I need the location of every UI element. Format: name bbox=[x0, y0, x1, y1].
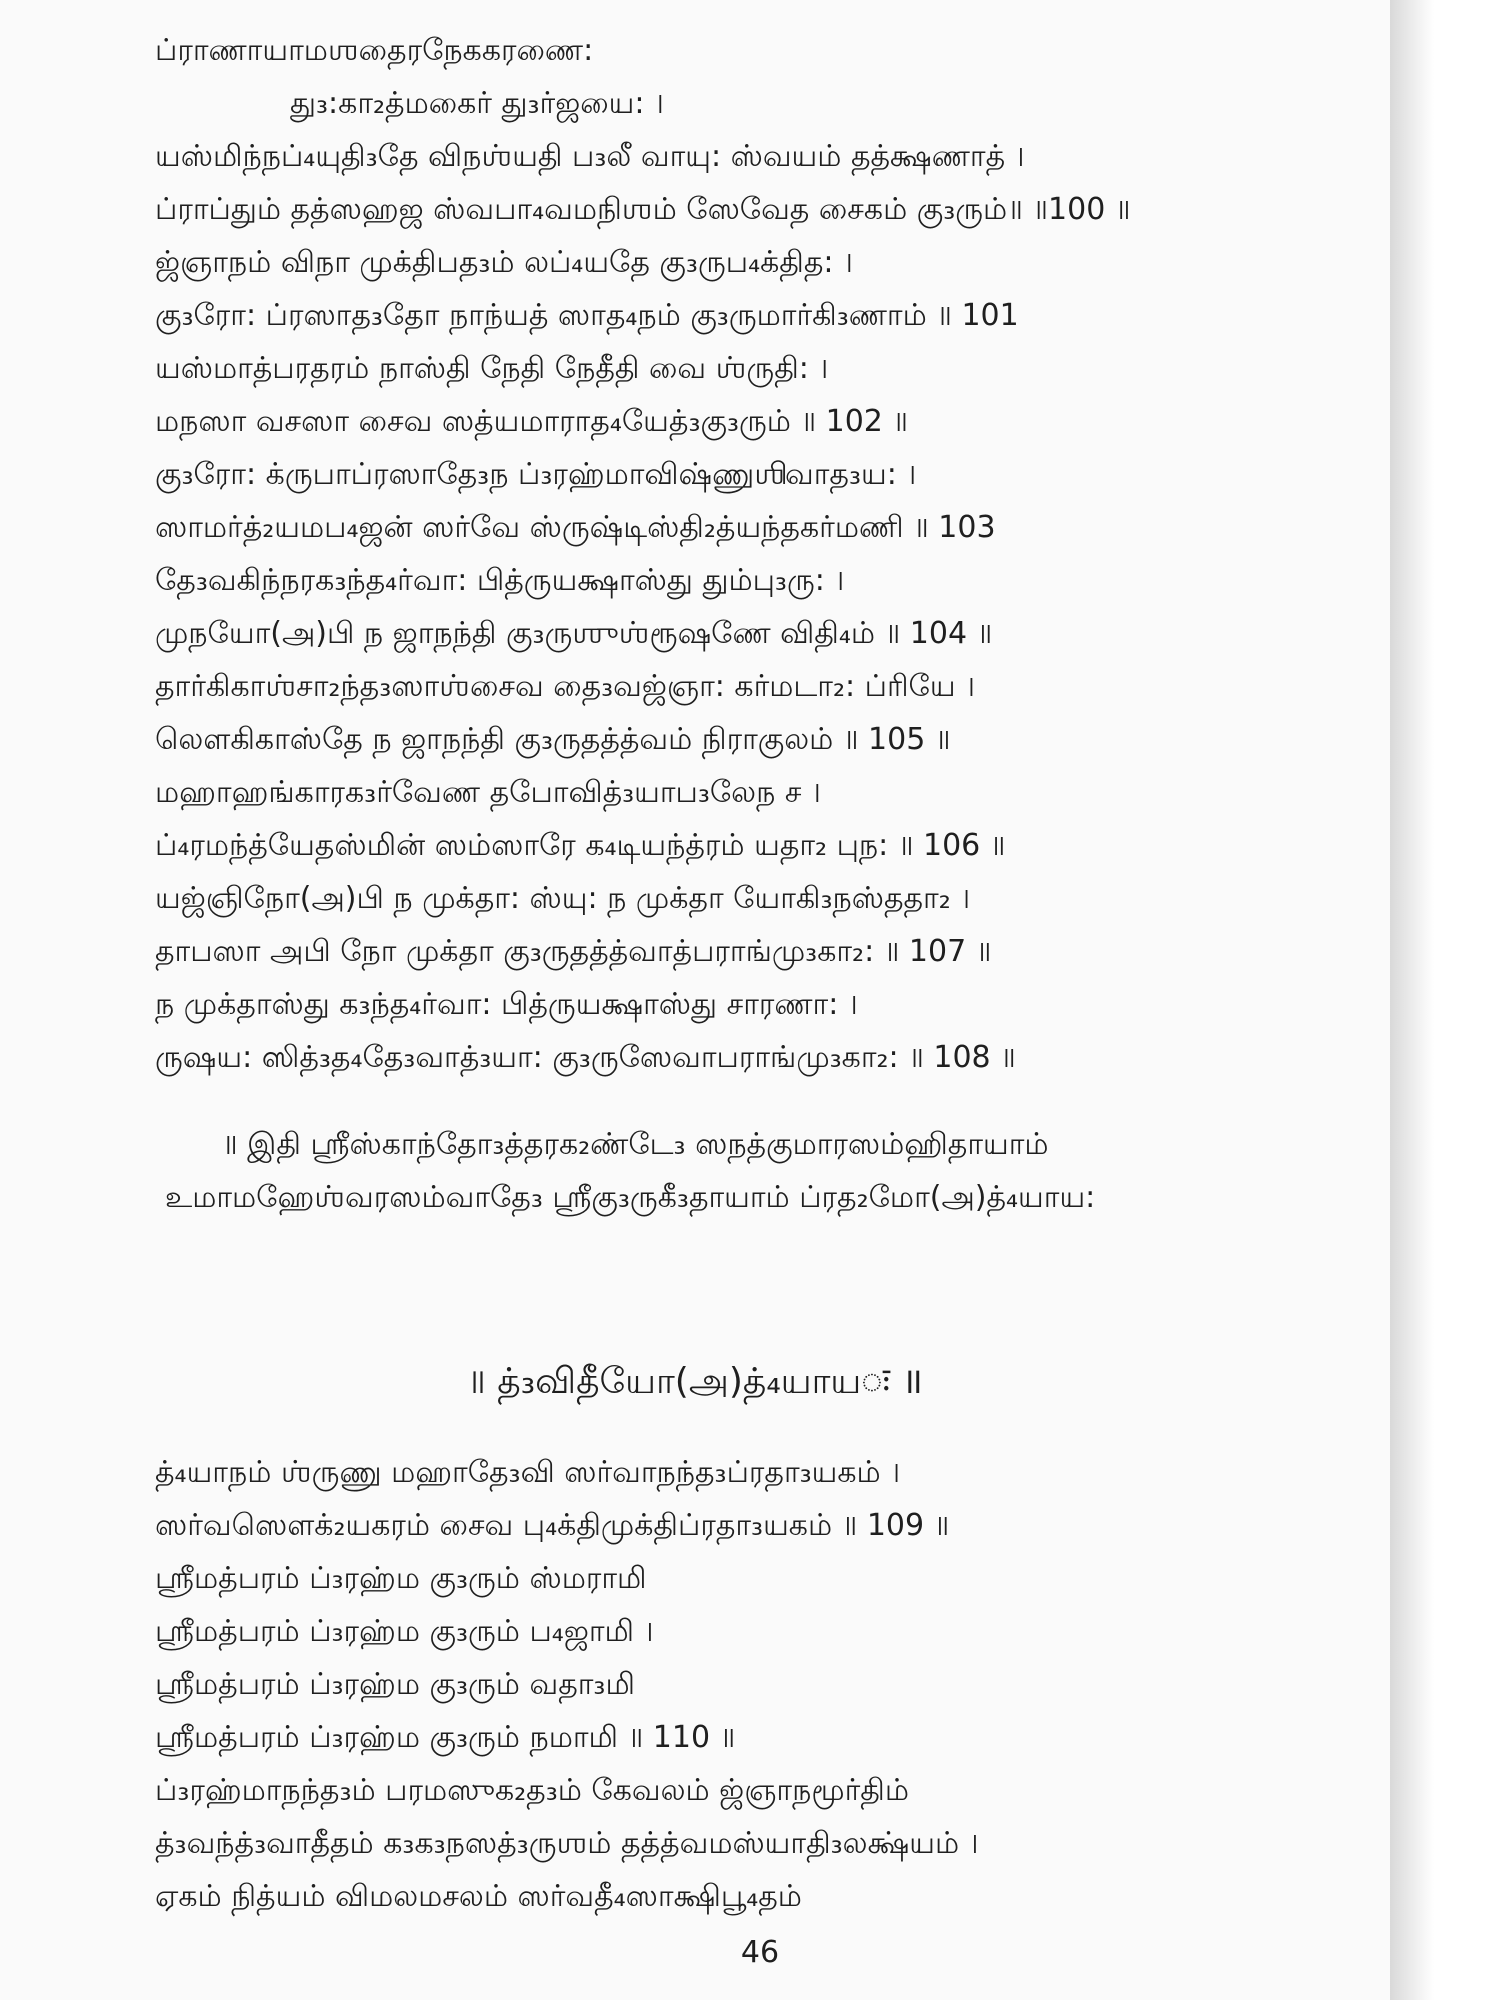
chapter-heading: ॥ த்₃விதீயோ(அ)த்₄யாயः ॥ bbox=[467, 1361, 923, 1402]
verse-line: த்₃வந்த்₃வாதீதம் க₃க₃நஸத்₃ருஶம் தத்த்வமஸ்யாதி₃லக்ஷ்யம் । bbox=[155, 1826, 979, 1861]
verse-line: ப்₄ரமந்த்யேதஸ்மின் ஸம்ஸாரே க₄டியந்த்ரம் யதா₂ புந: ॥ 106 ॥ bbox=[155, 828, 1006, 863]
verse-line: ஸ்ரீமத்பரம் ப்₃ரஹ்ம கு₃ரும் நமாமி ॥ 110 ॥ bbox=[155, 1720, 736, 1755]
page-number: 46 bbox=[740, 1935, 780, 1970]
verse-line: தே₃வகிந்நரக₃ந்த₄ர்வா: பித்ருயக்ஷாஸ்து தும்பு₃ரு: । bbox=[155, 563, 845, 598]
verse-line: ஸாமர்த்₂யமப₄ஜன் ஸர்வே ஸ்ருஷ்டிஸ்தி₂த்யந்தகர்மணி ॥ 103 bbox=[155, 510, 996, 545]
verse-line: த்₄யாநம் ஶ்ருணு மஹாதே₃வி ஸர்வாநந்த₃ப்ரதா₃யகம் । bbox=[155, 1455, 901, 1490]
verse-line: தாபஸா அபி நோ முக்தா கு₃ருதத்த்வாத்பராங்மு₃கா₂: ॥ 107 ॥ bbox=[155, 934, 992, 969]
page-edge bbox=[1390, 0, 1500, 2000]
verse-line: கு₃ரோ: க்ருபாப்ரஸாதே₃ந ப்₃ரஹ்மாவிஷ்ணுஶிவாத₃ய: । bbox=[155, 457, 917, 492]
verse-line: தார்கிகாஶ்சா₂ந்த₃ஸாஶ்சைவ தை₃வஜ்ஞா: கர்மடா₂: ப்ரியே । bbox=[155, 669, 976, 704]
verse-line: ப்ராணாயாமஶதைரநேககரணை: bbox=[155, 33, 594, 68]
verse-line: முநயோ(அ)பி ந ஜாநந்தி கு₃ருஶுஶ்ரூஷணே விதி₄ம் ॥ 104 ॥ bbox=[155, 616, 993, 651]
verse-line: யஜ்ஞிநோ(அ)பி ந முக்தா: ஸ்யு: ந முக்தா யோகி₃நஸ்ததா₂ । bbox=[155, 881, 971, 916]
verse-line: ஜ்ஞாநம் விநா முக்திபத₃ம் லப்₄யதே கு₃ருப₄க்தித: । bbox=[155, 245, 853, 280]
verse-line: ஏகம் நித்யம் விமலமசலம் ஸர்வதீ₄ஸாக்ஷிபூ₄தம் bbox=[155, 1879, 802, 1914]
verse-line: யஸ்மிந்நப்₄யுதி₃தே விநஶ்யதி ப₃லீ வாயு: ஸ்வயம் தத்க்ஷணாத் । bbox=[155, 139, 1025, 174]
verse-line: யஸ்மாத்பரதரம் நாஸ்தி நேதி நேதீதி வை ஶ்ருதி: । bbox=[155, 351, 829, 386]
verse-line: து₃:கா₂த்மகைர் து₃ர்ஜயை: । bbox=[290, 86, 664, 121]
verse-line: ஸ்ரீமத்பரம் ப்₃ரஹ்ம கு₃ரும் வதா₃மி bbox=[155, 1667, 635, 1702]
verse-line: மஹாஹங்காரக₃ர்வேண தபோவித்₃யாப₃லேந ச । bbox=[155, 775, 821, 810]
verse-line: லௌகிகாஸ்தே ந ஜாநந்தி கு₃ருதத்த்வம் நிராகுலம் ॥ 105 ॥ bbox=[155, 722, 951, 757]
verse-line: ஸ்ரீமத்பரம் ப்₃ரஹ்ம கு₃ரும் ப₄ஜாமி । bbox=[155, 1614, 654, 1649]
colophon-line: ॥ இதி ஸ்ரீஸ்காந்தோ₃த்தரக₂ண்டே₃ ஸநத்குமாரஸம்ஹிதாயாம் bbox=[222, 1127, 1049, 1162]
verse-line: மநஸா வசஸா சைவ ஸத்யமாராத₄யேத்₃கு₃ரும் ॥ 102 ॥ bbox=[155, 404, 909, 439]
verse-line: ப்ராப்தும் தத்ஸஹஜ ஸ்வபா₄வமநிஶம் ஸேவேத சைகம் கு₃ரும்॥ ॥100 ॥ bbox=[155, 192, 1131, 227]
verse-line: ஸர்வஸௌக்₂யகரம் சைவ பு₄க்திமுக்திப்ரதா₃யகம் ॥ 109 ॥ bbox=[155, 1508, 950, 1543]
verse-line: கு₃ரோ: ப்ரஸாத₃தோ நாந்யத் ஸாத₄நம் கு₃ருமார்கி₃ணாம் ॥ 101 bbox=[155, 298, 1019, 333]
verse-line: ஸ்ரீமத்பரம் ப்₃ரஹ்ம கு₃ரும் ஸ்மராமி bbox=[155, 1561, 647, 1596]
verse-line: ந முக்தாஸ்து க₃ந்த₄ர்வா: பித்ருயக்ஷாஸ்து சாரணா: । bbox=[155, 987, 858, 1022]
colophon-line: உமாமஹேஶ்வரஸம்வாதே₃ ஸ்ரீகு₃ருகீ₃தாயாம் ப்ரத₂மோ(அ)த்₄யாய: bbox=[165, 1180, 1096, 1215]
verse-line: ருஷய: ஸித்₃த₄தே₃வாத்₃யா: கு₃ருஸேவாபராங்மு₃கா₂: ॥ 108 ॥ bbox=[155, 1040, 1016, 1075]
verse-line: ப்₃ரஹ்மாநந்த₃ம் பரமஸுக₂த₃ம் கேவலம் ஜ்ஞாநமூர்திம் bbox=[155, 1773, 909, 1808]
